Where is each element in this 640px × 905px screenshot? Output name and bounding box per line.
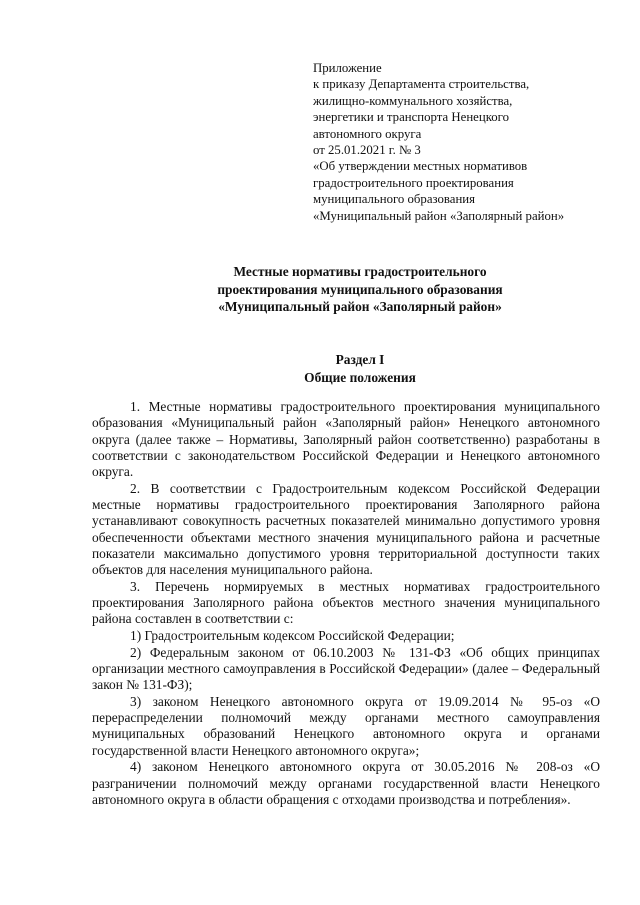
list-item-2: 2) Федеральным законом от 06.10.2003 № 131-ФЗ «Об общих принципах организации местного самоуправления в Российской Федерации» (далее – Федеральный закон № 131-ФЗ); (92, 644, 600, 693)
section-heading (60, 351, 640, 386)
list-item-3: 3) законом Ненецкого автономного округа от 19.09.2014 № 95-оз «О перераспределении полномочий между органами местного самоуправления муниципальных образований Ненецкого автономного округа и органами государственной власти Ненецкого автономного округа»; (92, 693, 600, 758)
title-line: проектирования муниципального образования (217, 281, 503, 297)
section-label: Раздел I (335, 352, 385, 367)
annex-block (313, 60, 613, 224)
paragraph-3: 3. Перечень нормируемых в местных нормативах градостроительного проектирования Заполярного района объектов местного значения муниципального района составлен в соответствии с: (92, 578, 600, 627)
annex-line: градостроительного проектирования (313, 175, 514, 190)
list-item-4: 4) законом Ненецкого автономного округа от 30.05.2016 № 208-оз «О разграничении полномочий между органами государственной власти Ненецкого автономного округа в области обращения с отходами производства и потребления». (92, 759, 600, 807)
annex-line: Приложение (313, 61, 382, 75)
annex-line: муниципального образования (313, 192, 476, 207)
list-item-1: 1) Градостроительным кодексом Российской Федерации; (130, 628, 455, 644)
annex-line: энергетики и транспорта Ненецкого (313, 110, 509, 125)
annex-line: к приказу Департамента строительства, (313, 77, 530, 92)
paragraph-1: 1. Местные нормативы градостроительного проектирования муниципального образования «Муниципальный район «Заполярный район» Ненецкого автономного округа (далее также – Нормативы, Заполярный район соответственно) разработаны в соответствии с законодательством Российской Федерации и Ненецкого автономного округа. (92, 399, 600, 480)
annex-line: «Муниципальный район «Заполярный район» (313, 208, 565, 223)
paragraph-2: 2. В соответствии с Градостроительным кодексом Российской Федерации местные нормативы градостроительного проектирования Заполярного района устанавливают совокупность расчетных показателей минимально допустимого уровня обеспеченности объектами местного значения муниципального района и расчетные показатели максимально допустимого уровня территориальной доступности таких объектов для населения муниципального района. (92, 480, 600, 578)
body-text (92, 399, 600, 809)
title-line: «Муниципальный район «Заполярный район» (218, 299, 502, 314)
document-title (60, 263, 640, 316)
title-line: Местные нормативы градостроительного (233, 264, 487, 279)
annex-line: от 25.01.2021 г. № 3 (313, 143, 421, 158)
section-name: Общие положения (304, 369, 416, 385)
annex-line: «Об утверждении местных нормативов (313, 159, 528, 174)
annex-line: жилищно-коммунального хозяйства, (313, 93, 513, 108)
annex-line: автономного округа (313, 126, 422, 141)
